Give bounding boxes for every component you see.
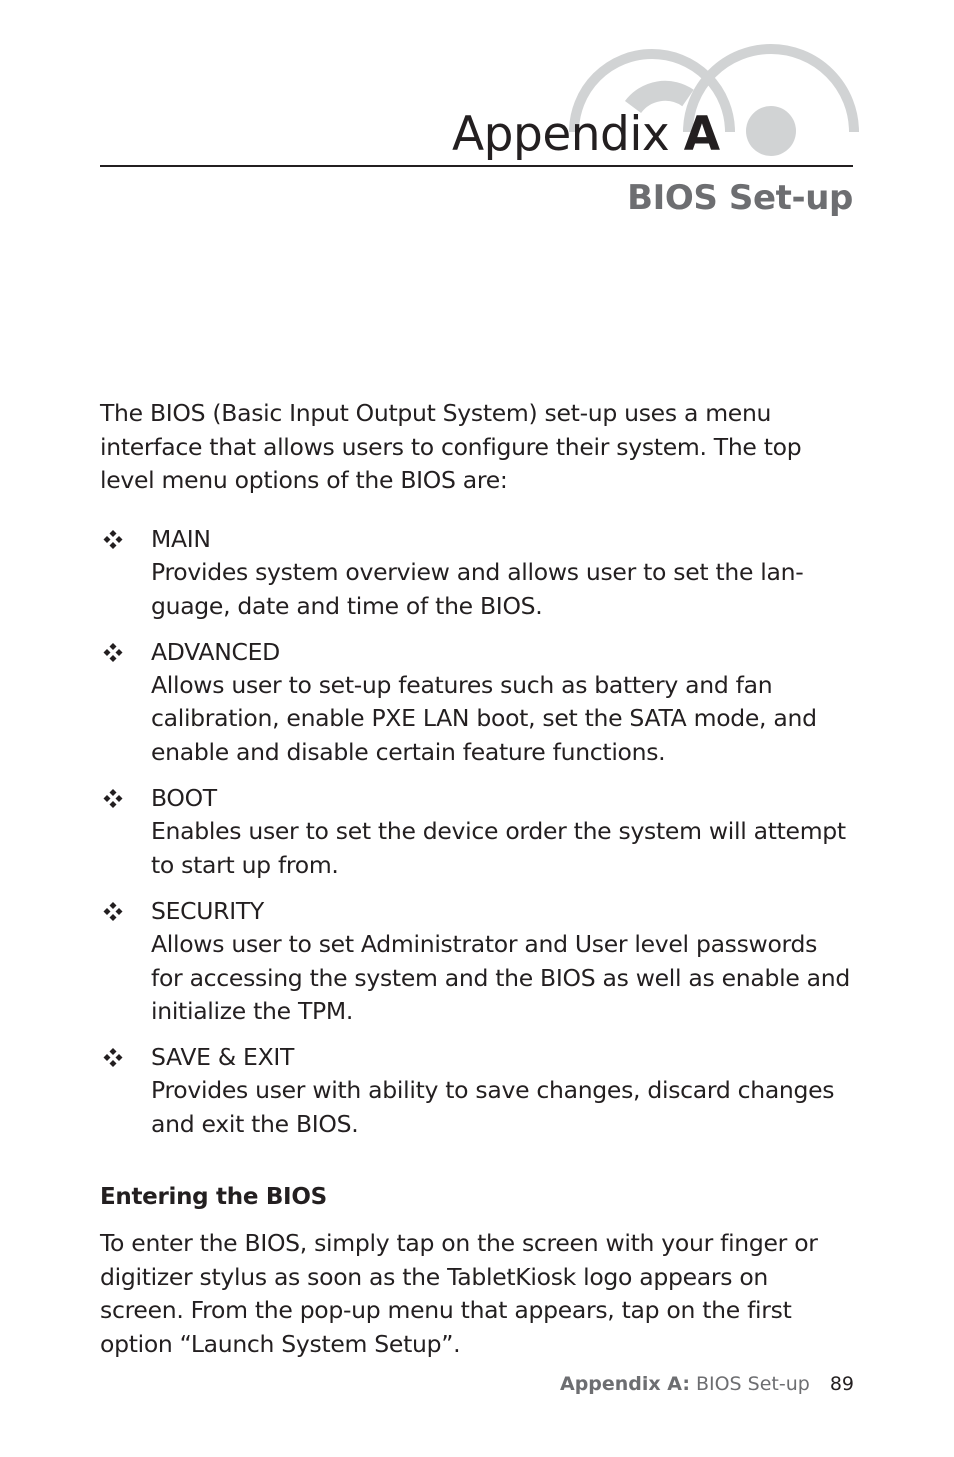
menu-item-name: ADVANCED — [151, 637, 280, 666]
page-number: 89 — [829, 1373, 854, 1395]
list-item — [100, 895, 850, 1028]
bios-menu-list — [100, 523, 850, 1154]
page-subtitle: BIOS Set-up — [627, 178, 853, 218]
menu-item-description: Allows user to set-up features such as battery and fan calibration, enable PXE LAN boot, set the SATA mode, and enable and disable certain feature functions. — [151, 671, 817, 766]
menu-item-description: Provides system overview and allows user to set the lan-guage, date and time of the BIOS. — [151, 558, 804, 620]
diamond-bullet-icon — [100, 1041, 128, 1074]
title-divider — [100, 165, 853, 167]
menu-item-name: BOOT — [151, 784, 217, 813]
section-paragraph: To enter the BIOS, simply tap on the screen with your finger or digitizer stylus as soon as the TabletKiosk logo appears on screen. From the pop-up menu that appears, tap on the first option “Launch System Setup”. — [100, 1229, 818, 1358]
menu-item-description: Enables user to set the device order the system will attempt to start up from. — [151, 817, 846, 879]
list-item — [100, 636, 850, 769]
chapter-title — [452, 104, 720, 166]
list-item — [100, 782, 850, 882]
list-item — [100, 523, 850, 623]
menu-item-name: MAIN — [151, 525, 211, 553]
menu-item-description: Provides user with ability to save changes, discard changes and exit the BIOS. — [151, 1076, 835, 1138]
menu-item-description: Allows user to set Administrator and User level passwords for accessing the system and the BIOS as well as enable and initialize the TPM. — [151, 930, 850, 1025]
list-item — [100, 1041, 850, 1141]
menu-item-name: SAVE & EXIT — [151, 1043, 295, 1072]
page-footer — [560, 1371, 854, 1397]
chapter-word: Appendix — [452, 107, 670, 162]
diamond-bullet-icon — [100, 523, 128, 556]
section-heading: Entering the BIOS — [100, 1184, 327, 1210]
menu-item-name: SECURITY — [151, 896, 264, 925]
intro-paragraph: The BIOS (Basic Input Output System) set-up uses a menu interface that allows users to configure their system. The top level menu options of the BIOS are: — [100, 399, 802, 494]
footer-chapter-label: Appendix A: — [559, 1373, 690, 1395]
footer-chapter-title: BIOS Set-up — [695, 1373, 810, 1395]
diamond-bullet-icon — [100, 636, 128, 669]
chapter-letter: A — [683, 107, 720, 162]
diamond-bullet-icon — [100, 895, 128, 928]
diamond-bullet-icon — [100, 782, 128, 815]
